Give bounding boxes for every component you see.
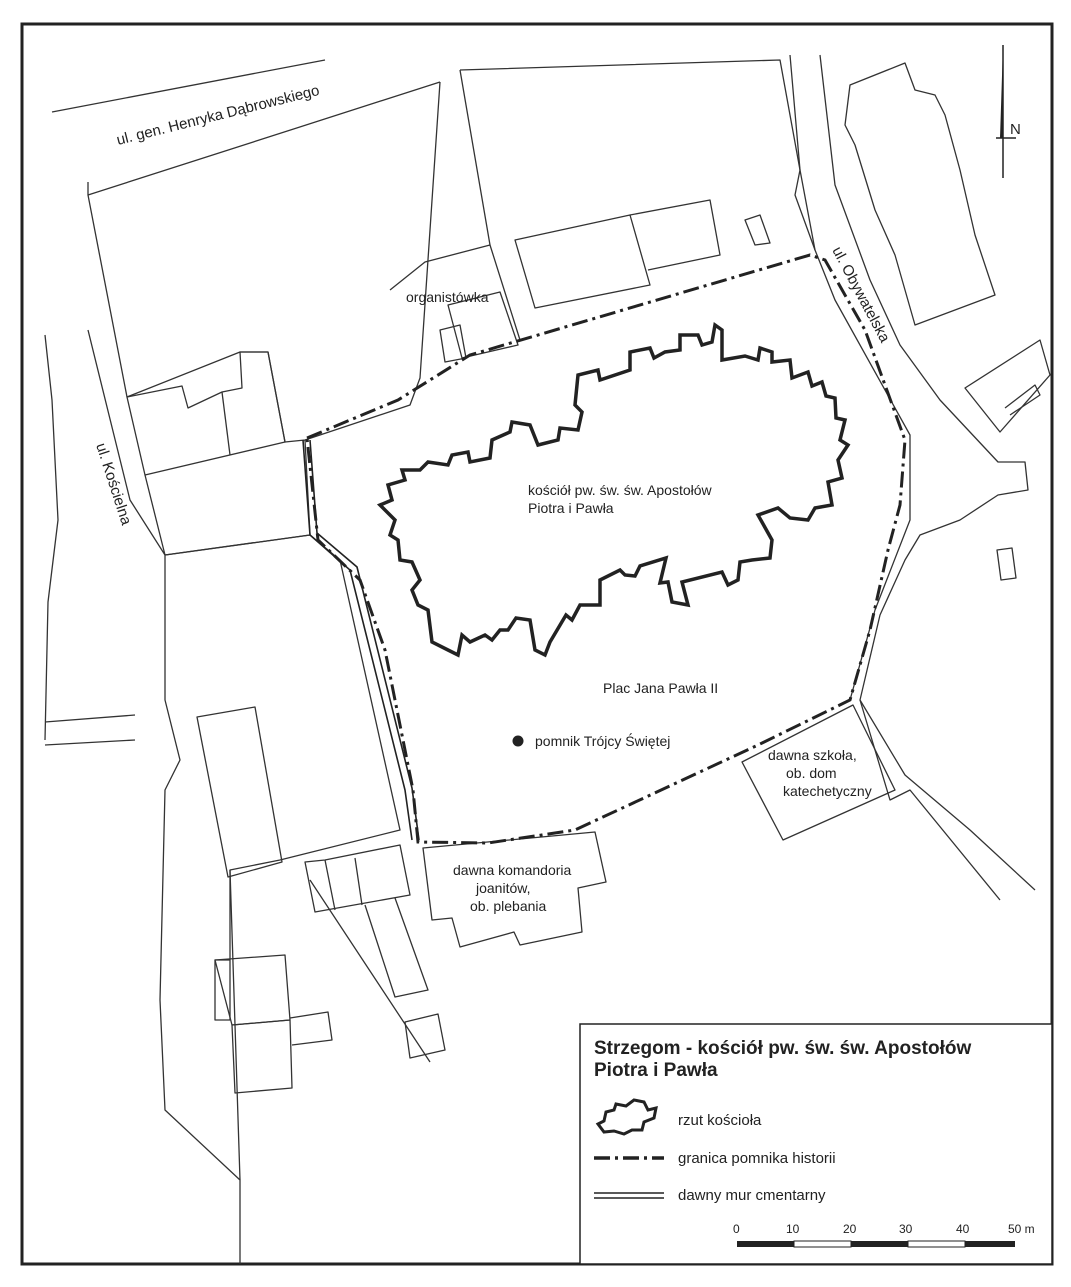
cemetery-wall: [303, 440, 419, 840]
label-school-line2: ob. dom: [786, 765, 837, 781]
building-long: [197, 707, 282, 877]
label-commandery-line2: joanitów,: [476, 880, 531, 896]
label-church-line1: kościół pw. św. św. Apostołów: [528, 482, 712, 498]
koscielna-west-edge: [45, 335, 58, 740]
label-commandery-line1: dawna komandoria: [453, 862, 572, 878]
legend-item-church: rzut kościoła: [678, 1112, 762, 1129]
legend: [580, 1024, 1052, 1264]
legend-item-boundary: granica pomnika historii: [678, 1150, 836, 1167]
building-north-3: [745, 215, 770, 245]
building-east-tiny: [997, 548, 1016, 580]
building-south-3: [365, 898, 428, 997]
building-south-4: [215, 955, 290, 1025]
scale-tick-40: 40: [956, 1222, 970, 1236]
building-kosc-1: [127, 352, 285, 475]
label-school-line1: dawna szkoła,: [768, 747, 857, 763]
building-kosc-2: [222, 392, 230, 455]
legend-title-line2: Piotra i Pawła: [594, 1060, 718, 1081]
building-south-7: [405, 1014, 445, 1058]
building-north-2: [630, 200, 720, 270]
scale-tick-20: 20: [843, 1222, 857, 1236]
obywatelska-east-edge: [820, 55, 1035, 890]
building-east-long: [845, 63, 995, 325]
building-south-5: [232, 1020, 292, 1093]
building-east-small: [965, 340, 1050, 432]
parcel-kosc-3: [145, 440, 310, 555]
street-label-obywatelska: ul. Obywatelska: [828, 243, 894, 346]
label-monument: pomnik Trójcy Świętej: [535, 733, 671, 749]
scale-tick-0: 0: [733, 1222, 740, 1236]
street-label-koscielna: ul. Kościelna: [92, 440, 135, 528]
road-east: [860, 700, 1000, 900]
north-arrow-label: N: [1010, 121, 1021, 138]
building-south-6: [290, 1012, 332, 1045]
label-church-line2: Piotra i Pawła: [528, 500, 614, 516]
building-south-2: [325, 858, 362, 910]
parcel-kosc-4: [165, 535, 400, 1020]
label-commandery-line3: ob. plebania: [470, 898, 547, 914]
street-label-dabrowskiego: ul. gen. Henryka Dąbrowskiego: [114, 81, 322, 149]
label-square: Plac Jana Pawła II: [603, 680, 719, 696]
building-north-1: [515, 215, 650, 308]
scale-tick-30: 30: [899, 1222, 913, 1236]
label-school-line3: katechetyczny: [783, 783, 872, 799]
monument-dot: [513, 736, 524, 747]
side-street: [45, 715, 135, 745]
scale-tick-10: 10: [786, 1222, 800, 1236]
label-organistowka: organistówka: [406, 289, 489, 305]
scale-tick-50: 50 m: [1008, 1222, 1035, 1236]
legend-title-line1: Strzegom - kościół pw. św. św. Apostołów: [594, 1038, 972, 1059]
north-arrow-icon: [996, 45, 1021, 178]
legend-item-wall: dawny mur cmentarny: [678, 1187, 826, 1204]
building-east-inner: [1005, 385, 1040, 415]
